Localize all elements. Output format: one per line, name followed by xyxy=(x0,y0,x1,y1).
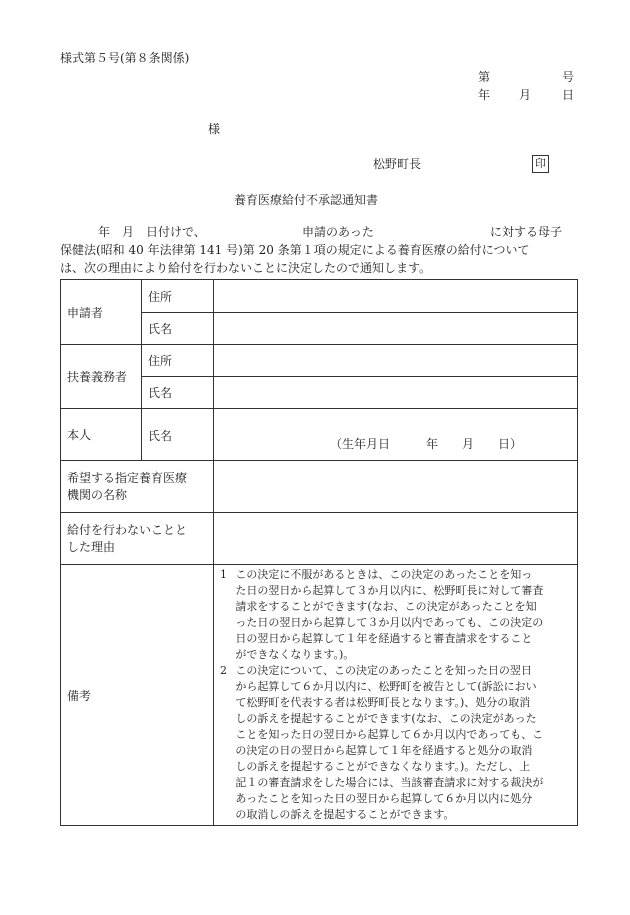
reason-label: 給付を行わないことと した理由 xyxy=(61,513,214,565)
body-date-clause: 年 月 日付けで、 xyxy=(98,225,206,239)
person-name-label: 氏名 xyxy=(142,409,214,461)
applicant-name-label: 氏名 xyxy=(142,313,214,345)
reason-field[interactable] xyxy=(214,513,578,565)
remarks-label: 備考 xyxy=(61,565,214,826)
body-target-clause: に対する母子 xyxy=(490,225,563,239)
notice-body xyxy=(60,223,580,277)
notice-form-table xyxy=(60,279,578,826)
body-line-3: は、次の理由により給付を行わないことに決定したので通知します。 xyxy=(60,261,432,275)
institution-label: 希望する指定養育医療 機関の名称 xyxy=(61,461,214,513)
applicant-name-field[interactable] xyxy=(214,313,578,345)
remarks-content xyxy=(214,565,578,826)
guardian-name-field[interactable] xyxy=(214,377,578,409)
applicant-address-label: 住所 xyxy=(142,280,214,313)
applicant-label: 申請者 xyxy=(61,280,142,345)
date-year: 年 xyxy=(478,88,491,102)
document-title: 養育医療給付不承認通知書 xyxy=(234,193,379,207)
birthdate-note: （生年月日 年 月 日） xyxy=(330,437,523,451)
guardian-address-field[interactable] xyxy=(214,345,578,377)
date-month: 月 xyxy=(519,88,532,102)
body-line-2: 保健法(昭和 40 年法律第 141 号)第 20 条第１項の規定による養育医療の給付について xyxy=(60,243,530,257)
person-name-field[interactable] xyxy=(214,409,578,461)
body-applied-clause: 申請のあった xyxy=(302,225,374,239)
addressee-suffix: 様 xyxy=(208,122,221,136)
institution-field[interactable] xyxy=(214,461,578,513)
remarks-item-2: 2 この決定について、この決定のあったことを知った日の翌日 から起算して６か月以内に、松野町を被告として(訴訟におい て松野町を代表する者は松野町長となります。)、処分の取消 しの訴えを提起することができます(なお、この決定があった ことを知った日の翌日から起算して６か月以内であっても、こ の決定の日の翌日から起算して１年を経過すると処分の取消 しの訴えを提起することができなくなります。)。ただし、上 記１の審査請求をした場合には、当該審査請求に対する裁決が あったことを知った日の翌日から起算して６か月以内に処分 の取消しの訴えを提起することができます。 xyxy=(220,664,544,821)
seal-mark: 印 xyxy=(532,155,549,173)
document-number-prefix: 第 xyxy=(478,70,491,84)
date-day: 日 xyxy=(562,88,575,102)
person-label: 本人 xyxy=(61,409,142,461)
guardian-label: 扶養義務者 xyxy=(61,345,142,409)
guardian-address-label: 住所 xyxy=(142,345,214,377)
guardian-name-label: 氏名 xyxy=(142,377,214,409)
remarks-item-1: 1 この決定に不服があるときは、この決定のあったことを知っ た日の翌日から起算して３か月以内に、松野町長に対して審査 請求をすることができます(なお、この決定があったことを知 った日の翌日から起算して３か月以内であっても、この決定の 日の翌日から起算して１年を経過すると審査請求をすること ができなくなります。)。 xyxy=(220,568,544,661)
applicant-address-field[interactable] xyxy=(214,280,578,313)
form-number: 様式第５号(第８条関係) xyxy=(60,51,190,65)
document-number-suffix: 号 xyxy=(562,70,575,84)
issuer-name: 松野町長 xyxy=(373,157,422,171)
